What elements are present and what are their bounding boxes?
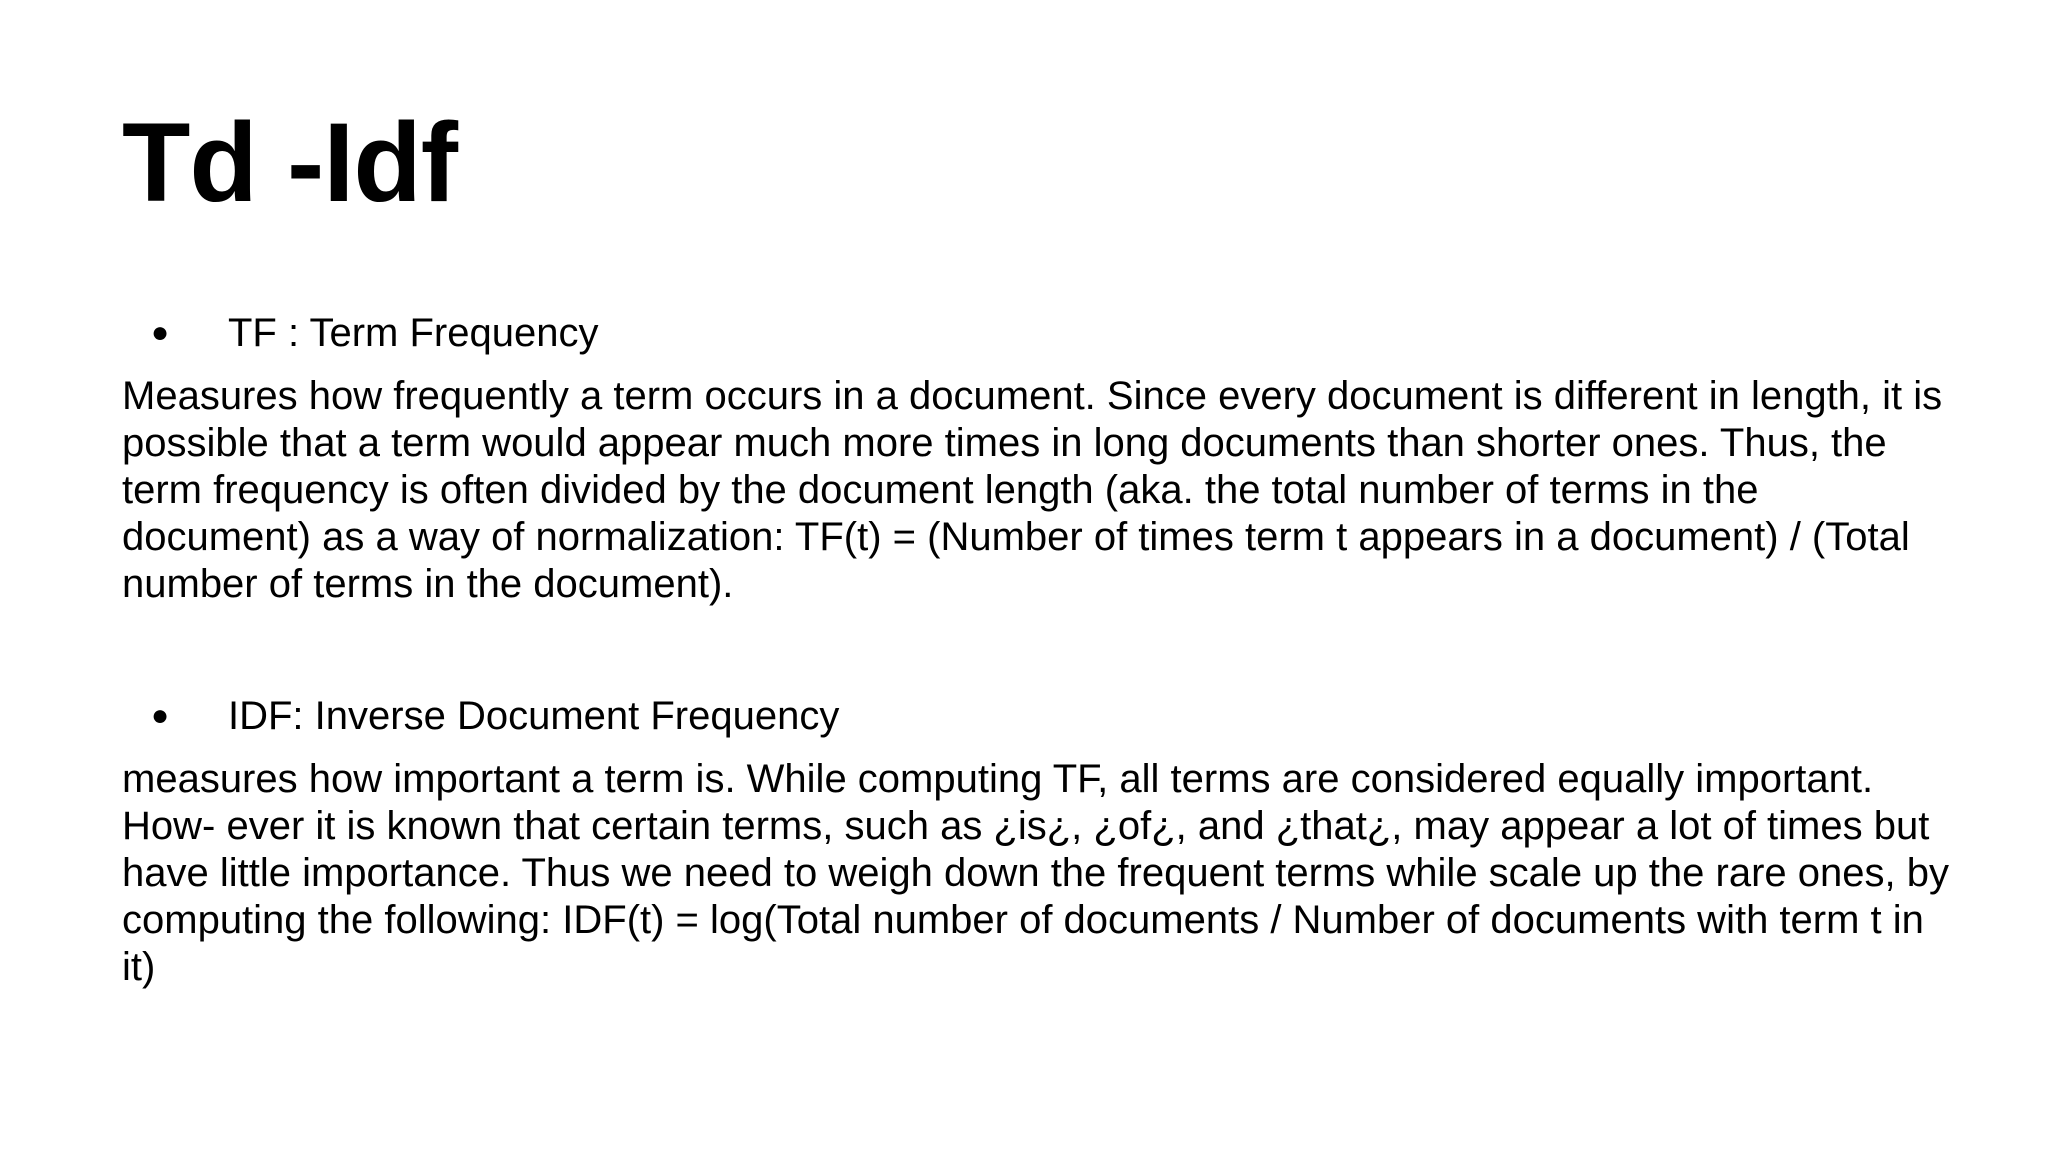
bullet-icon: ● [151, 699, 170, 732]
bullet-icon: ● [151, 316, 170, 349]
slide-title: Td -Idf [122, 100, 458, 225]
bullet-heading-idf: IDF: Inverse Document Frequency [228, 694, 840, 738]
tf-description: Measures how frequently a term occurs in a document. Since every document is different in length, it is possible that a term would appear much more times in long documents than shorter ones. Thus, the term frequency is often divided by the document length (aka. the total number of terms in the document) as a way of normalization: TF(t) = (Number of times term t appears in a document) / (Total number of terms in the document). [122, 374, 1943, 606]
idf-description: measures how important a term is. While computing TF, all terms are considered equally important. How- ever it is known that certain terms, such as ¿is¿, ¿of¿, and ¿that¿, may appear a lot of times but have little importance. Thus we need to weigh down the frequent terms while scale up the rare ones, by computing the following: IDF(t) = log(Total number of documents / Number of documents with term t in it) [122, 757, 1949, 989]
bullet-item-tf [0, 308, 2048, 358]
bullet-item-idf [0, 691, 2048, 741]
bullet-heading-tf: TF : Term Frequency [228, 311, 599, 355]
